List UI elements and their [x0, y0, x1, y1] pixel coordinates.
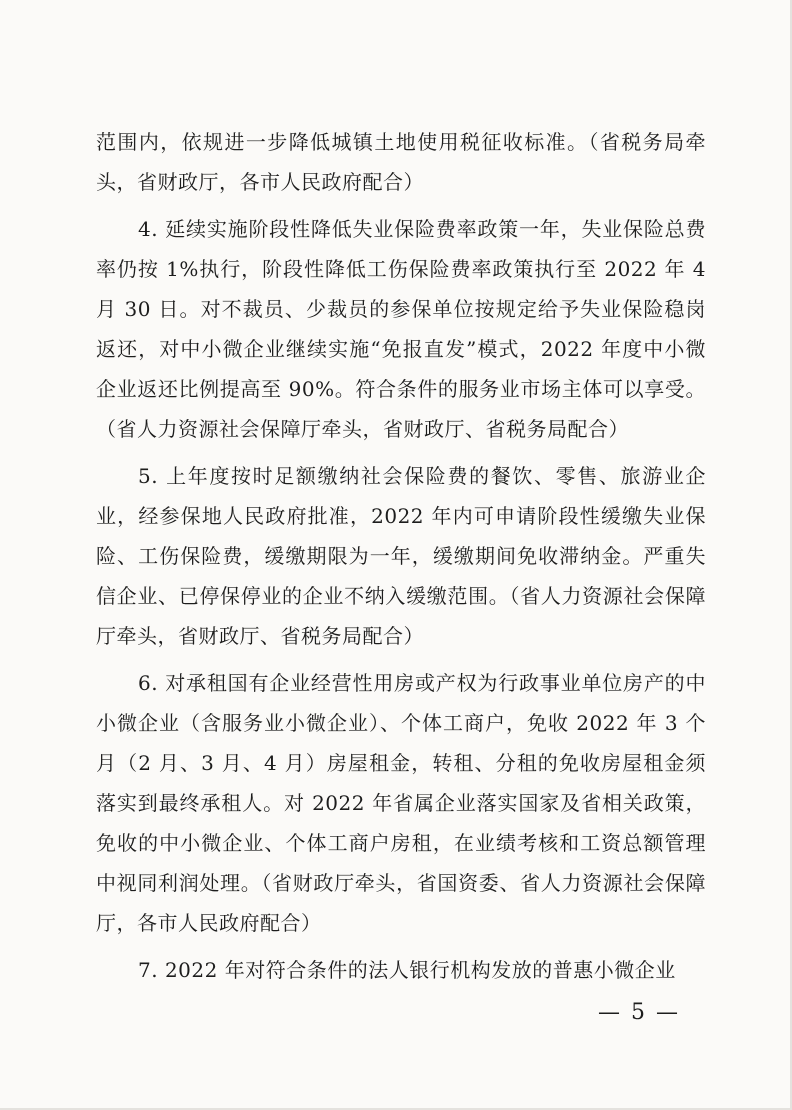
- paragraph-item-5: 5. 上年度按时足额缴纳社会保险费的餐饮、零售、旅游业企业，经参保地人民政府批准，2022 年内可申请阶段性缓缴失业保险、工伤保险费，缓缴期限为一年，缓缴期间免收滞纳金。严重失信企业、已停保停业的企业不纳入缓缴范围。（省人力资源社会保障厅牵头，省财政厅、省税务局配合）: [96, 464, 706, 648]
- paragraph-item-7: 7. 2022 年对符合条件的法人银行机构发放的普惠小微企业: [138, 958, 676, 982]
- paragraph-item-6: 6. 对承租国有企业经营性用房或产权为行政事业单位房产的中小微企业（含服务业小微企业）、个体工商户，免收 2022 年 3 个月（2 月、3 月、4 月）房屋租金，转租、分租的免收房屋租金须落实到最终承租人。对 2022 年省属企业落实国家及省相关政策，免收的中小微企业、个体工商户房租，在业绩考核和工资总额管理中视同利润处理。（省财政厅牵头，省国资委、省人力资源社会保障厅，各市人民政府配合）: [96, 671, 706, 935]
- page-number: — 5 —: [598, 1000, 680, 1025]
- body-text: [96, 122, 706, 997]
- paragraph-item-4: 4. 延续实施阶段性降低失业保险费率政策一年，失业保险总费率仍按 1%执行，阶段性降低工伤保险费率政策执行至 2022 年 4 月 30 日。对不裁员、少裁员的参保单位按规定给予失业保险稳岗返还，对中小微企业继续实施“免报直发”模式，2022 年度中小微企业返还比例提高至 90%。符合条件的服务业市场主体可以享受。（省人力资源社会保障厅牵头，省财政厅、省税务局配合）: [96, 217, 706, 441]
- paragraph-continuation: 范围内，依规进一步降低城镇土地使用税征收标准。（省税务局牵头，省财政厅，各市人民政府配合）: [96, 130, 706, 194]
